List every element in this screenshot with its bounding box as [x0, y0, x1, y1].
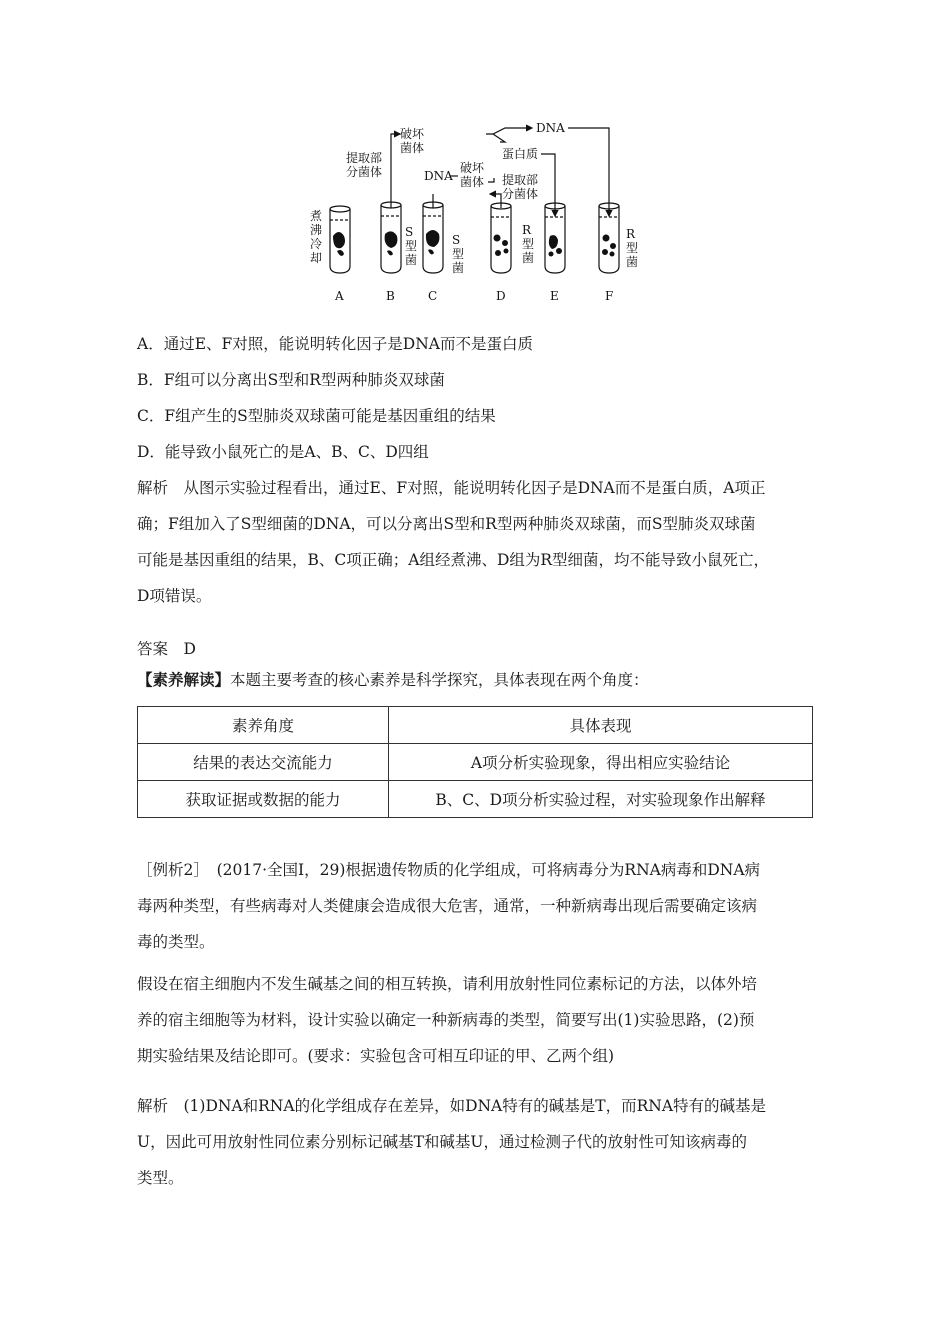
s-type-c-2: 型 — [452, 247, 465, 261]
table-cell: 结果的表达交流能力 — [138, 744, 389, 781]
literacy-table — [137, 706, 813, 818]
table-row — [138, 744, 813, 781]
literacy-line — [137, 670, 649, 690]
literacy-text: 本题主要考查的核心素养是科学探究，具体表现在两个角度： — [230, 671, 649, 689]
boil-label-4: 却 — [310, 251, 323, 265]
example-2 — [137, 852, 817, 960]
assumption-line: 假设在宿主细胞内不发生碱基之间的相互转换，请利用放射性同位素标记的方法，以体外培 — [137, 975, 758, 993]
destroy-top-1: 破坏 — [400, 127, 425, 141]
option-c: C．F组产生的S型肺炎双球菌可能是基因重组的结果 — [137, 407, 496, 425]
tube-label-d: D — [496, 289, 506, 303]
experiment-diagram — [300, 116, 660, 314]
s-type-b-3: 菌 — [405, 253, 418, 267]
tube-label-f: F — [605, 289, 614, 303]
destroy-mid-2: 菌体 — [460, 175, 485, 189]
example-2-line: 毒的类型。 — [137, 933, 215, 951]
table-cell: 获取证据或数据的能力 — [138, 781, 389, 818]
destroy-top-2: 菌体 — [400, 141, 425, 155]
extract-left-1: 提取部 — [346, 151, 383, 165]
s-type-b-2: 型 — [405, 239, 418, 253]
tube-label-c: C — [428, 289, 438, 303]
boil-label-1: 煮 — [310, 209, 323, 223]
example-2-line: 毒两种类型，有些病毒对人类健康会造成很大危害，通常，一种新病毒出现后需要确定该病 — [137, 897, 758, 915]
table-cell: A项分析实验现象，得出相应实验结论 — [389, 744, 813, 781]
literacy-heading: 【素养解读】 — [137, 670, 231, 689]
table-header-row — [138, 707, 813, 744]
s-type-c-1: S — [452, 233, 461, 247]
r-type-d-3: 菌 — [522, 251, 535, 265]
tube-label-e: E — [550, 289, 559, 303]
s-type-c-3: 菌 — [452, 261, 465, 275]
analysis-1 — [137, 470, 817, 614]
analysis-1-line: 解析 从图示实验过程看出，通过E、F对照，能说明转化因子是DNA而不是蛋白质，A项正 — [137, 479, 766, 497]
analysis-1-line: D项错误。 — [137, 587, 212, 605]
table-header: 具体表现 — [389, 707, 813, 744]
r-type-d-2: 型 — [522, 237, 535, 251]
table-header: 素养角度 — [138, 707, 389, 744]
extract-left-2: 分菌体 — [346, 165, 383, 179]
answer-line: 答案 D — [137, 640, 196, 658]
tube-label-b: B — [386, 289, 395, 303]
r-type-f-2: 型 — [626, 241, 639, 255]
assumption-line: 养的宿主细胞等为材料，设计实验以确定一种新病毒的类型，简要写出(1)实验思路，(2)预 — [137, 1011, 755, 1029]
analysis-2-line: 解析 (1)DNA和RNA的化学组成存在差异，如DNA特有的碱基是T，而RNA特有的碱基是 — [137, 1097, 767, 1115]
extract-right-1: 提取部 — [502, 173, 539, 187]
dna-mid-label: DNA — [424, 169, 453, 183]
extract-right-2: 分菌体 — [502, 187, 539, 201]
r-type-d-1: R — [522, 223, 532, 237]
destroy-mid-1: 破坏 — [460, 161, 485, 175]
r-type-f-3: 菌 — [626, 255, 639, 269]
assumption-paragraph — [137, 966, 817, 1074]
boil-label-3: 冷 — [310, 237, 323, 251]
analysis-1-line: 可能是基因重组的结果，B、C项正确；A组经煮沸、D组为R型细菌，均不能导致小鼠死亡， — [137, 551, 770, 569]
table-row — [138, 781, 813, 818]
option-a: A．通过E、F对照，能说明转化因子是DNA而不是蛋白质 — [137, 335, 533, 353]
boil-label-2: 沸 — [310, 223, 323, 237]
tube-label-a: A — [335, 289, 344, 303]
assumption-line: 期实验结果及结论即可。(要求：实验包含可相互印证的甲、乙两个组) — [137, 1047, 615, 1065]
dna-top-label: DNA — [536, 121, 565, 135]
analysis-1-line: 确；F组加入了S型细菌的DNA，可以分离出S型和R型两种肺炎双球菌，而S型肺炎双球菌 — [137, 515, 756, 533]
r-type-f-1: R — [626, 227, 636, 241]
analysis-2 — [137, 1088, 817, 1196]
option-b: B．F组可以分离出S型和R型两种肺炎双球菌 — [137, 371, 445, 389]
analysis-2-line: 类型。 — [137, 1169, 184, 1187]
protein-label: 蛋白质 — [502, 147, 539, 161]
example-2-line: ［例析2］ (2017·全国Ⅰ，29)根据遗传物质的化学组成，可将病毒分为RNA病毒和DNA病 — [137, 861, 761, 879]
s-type-b-1: S — [405, 225, 414, 239]
analysis-2-line: U，因此可用放射性同位素分别标记碱基T和碱基U，通过检测子代的放射性可知该病毒的 — [137, 1133, 747, 1151]
table-cell: B、C、D项分析实验过程，对实验现象作出解释 — [389, 781, 813, 818]
option-d: D．能导致小鼠死亡的是A、B、C、D四组 — [137, 443, 429, 461]
